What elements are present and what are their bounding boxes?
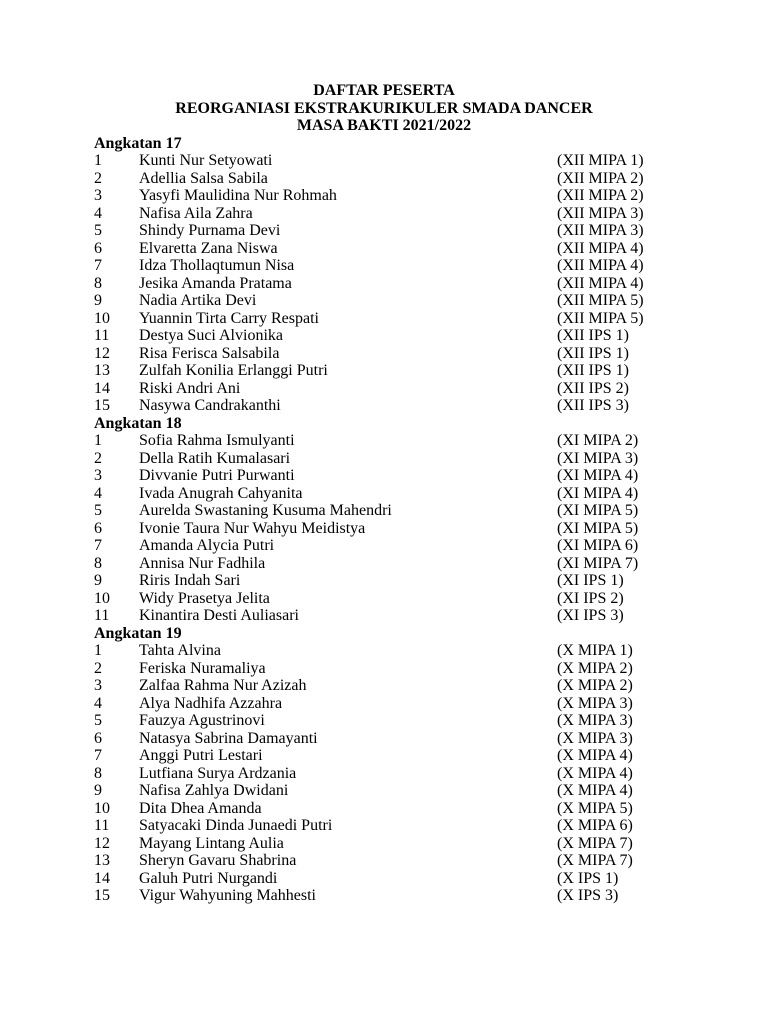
row-number: 5 xyxy=(94,502,102,519)
participant-class: (XII IPS 2) xyxy=(557,379,629,397)
participant-class: (XII IPS 1) xyxy=(557,344,629,362)
participant-name: Nadia Artika Devi xyxy=(139,292,257,309)
list-item xyxy=(0,782,768,800)
list-item xyxy=(0,327,768,345)
section-angkatan xyxy=(0,135,768,415)
title-line-1: DAFTAR PESERTA xyxy=(313,82,455,99)
participant-name: Amanda Alycia Putri xyxy=(139,537,275,554)
participant-name: Yasyfi Maulidina Nur Rohmah xyxy=(139,187,337,204)
list-item xyxy=(0,695,768,713)
list-item xyxy=(0,537,768,555)
participant-name: Satyacaki Dinda Junaedi Putri xyxy=(139,817,333,834)
participant-class: (XI MIPA 3) xyxy=(557,449,639,467)
row-number: 10 xyxy=(94,799,110,817)
participant-class: (X IPS 3) xyxy=(557,887,619,904)
row-number: 10 xyxy=(94,309,110,327)
list-item xyxy=(0,240,768,258)
participant-name: Riski Andri Ani xyxy=(139,379,241,397)
list-item xyxy=(0,450,768,468)
title-line-3: MASA BAKTI 2021/2022 xyxy=(296,117,472,134)
participant-name: Divvanie Putri Purwanti xyxy=(139,467,295,484)
participant-class: (XI MIPA 6) xyxy=(557,537,639,554)
participant-name: Nafisa Zahlya Dwidani xyxy=(139,782,289,799)
row-number: 3 xyxy=(94,187,102,204)
participant-name: Ivada Anugrah Cahyanita xyxy=(139,484,303,502)
row-number: 9 xyxy=(94,782,102,799)
row-number: 3 xyxy=(94,677,102,694)
participant-class: (XI MIPA 7) xyxy=(557,554,639,572)
participant-name: Galuh Putri Nurgandi xyxy=(139,869,278,887)
list-item xyxy=(0,660,768,678)
list-item xyxy=(0,257,768,275)
row-number: 6 xyxy=(94,519,102,537)
participant-class: (X MIPA 7) xyxy=(557,834,633,852)
list-item xyxy=(0,467,768,485)
participant-name: Della Ratih Kumalasari xyxy=(139,449,291,467)
row-number: 4 xyxy=(94,204,102,222)
participant-name: Adellia Salsa Sabila xyxy=(139,169,268,187)
row-number: 15 xyxy=(94,397,110,414)
participant-name: Elvaretta Zana Niswa xyxy=(139,239,278,257)
row-number: 13 xyxy=(94,362,110,379)
participant-name: Aurelda Swastaning Kusuma Mahendri xyxy=(139,502,392,519)
row-number: 6 xyxy=(94,239,102,257)
list-item xyxy=(0,310,768,328)
participant-name: Nasywa Candrakanthi xyxy=(139,397,281,414)
participant-class: (XII MIPA 2) xyxy=(557,169,644,187)
participant-class: (XII IPS 1) xyxy=(557,327,629,344)
participant-name: Fauzya Agustrinovi xyxy=(139,712,265,729)
list-item xyxy=(0,222,768,240)
participant-class: (XI MIPA 4) xyxy=(557,484,639,502)
list-item xyxy=(0,747,768,765)
row-number: 13 xyxy=(94,852,110,869)
participant-name: Dita Dhea Amanda xyxy=(139,799,262,817)
list-item xyxy=(0,835,768,853)
row-number: 5 xyxy=(94,222,102,239)
section-header: Angkatan 18 xyxy=(94,414,182,432)
row-number: 1 xyxy=(94,432,102,449)
row-number: 12 xyxy=(94,344,110,362)
list-item xyxy=(0,817,768,835)
list-item xyxy=(0,765,768,783)
participant-name: Zalfaa Rahma Nur Azizah xyxy=(139,677,307,694)
list-item xyxy=(0,397,768,415)
document-page xyxy=(0,82,768,905)
list-item xyxy=(0,870,768,888)
row-number: 14 xyxy=(94,869,110,887)
section-angkatan xyxy=(0,415,768,625)
row-number: 8 xyxy=(94,764,102,782)
participant-name: Ivonie Taura Nur Wahyu Meidistya xyxy=(139,519,366,537)
participant-name: Tahta Alvina xyxy=(139,642,221,659)
participant-class: (X MIPA 3) xyxy=(557,712,633,729)
participant-class: (XII IPS 1) xyxy=(557,362,629,379)
list-item xyxy=(0,152,768,170)
participant-name: Destya Suci Alvionika xyxy=(139,327,283,344)
document-title xyxy=(0,82,768,135)
participant-class: (X MIPA 4) xyxy=(557,747,633,764)
row-number: 12 xyxy=(94,834,110,852)
participant-name: Sheryn Gavaru Shabrina xyxy=(139,852,297,869)
participant-name: Widy Prasetya Jelita xyxy=(139,589,270,607)
participant-list xyxy=(0,135,768,905)
row-number: 9 xyxy=(94,292,102,309)
participant-class: (XII IPS 3) xyxy=(557,397,629,414)
participant-name: Mayang Lintang Aulia xyxy=(139,834,284,852)
participant-class: (XII MIPA 2) xyxy=(557,187,644,204)
list-item xyxy=(0,170,768,188)
list-item xyxy=(0,187,768,205)
participant-name: Riris Indah Sari xyxy=(139,572,241,589)
row-number: 2 xyxy=(94,659,102,677)
participant-name: Shindy Purnama Devi xyxy=(139,222,281,239)
list-item xyxy=(0,275,768,293)
list-item xyxy=(0,677,768,695)
list-item xyxy=(0,485,768,503)
participant-name: Nafisa Aila Zahra xyxy=(139,204,253,222)
participant-name: Alya Nadhifa Azzahra xyxy=(139,694,283,712)
participant-name: Anggi Putri Lestari xyxy=(139,747,263,764)
participant-class: (XII MIPA 4) xyxy=(557,239,644,257)
list-item xyxy=(0,502,768,520)
participant-class: (X MIPA 1) xyxy=(557,642,633,659)
participant-class: (XI MIPA 2) xyxy=(557,432,639,449)
row-number: 9 xyxy=(94,572,102,589)
participant-class: (X MIPA 7) xyxy=(557,852,633,869)
participant-class: (XII MIPA 1) xyxy=(557,152,644,169)
row-number: 4 xyxy=(94,694,102,712)
participant-class: (X MIPA 4) xyxy=(557,764,633,782)
row-number: 8 xyxy=(94,274,102,292)
row-number: 11 xyxy=(94,327,110,344)
row-number: 3 xyxy=(94,467,102,484)
participant-name: Annisa Nur Fadhila xyxy=(139,554,266,572)
participant-class: (XI IPS 1) xyxy=(557,572,624,589)
list-item xyxy=(0,590,768,608)
row-number: 7 xyxy=(94,537,102,554)
list-item xyxy=(0,607,768,625)
row-number: 2 xyxy=(94,449,102,467)
list-item xyxy=(0,800,768,818)
participant-class: (X IPS 1) xyxy=(557,869,619,887)
row-number: 4 xyxy=(94,484,102,502)
list-item xyxy=(0,205,768,223)
section-header: Angkatan 17 xyxy=(94,134,182,152)
participant-name: Jesika Amanda Pratama xyxy=(139,274,292,292)
participant-name: Risa Ferisca Salsabila xyxy=(139,344,280,362)
participant-name: Vigur Wahyuning Mahhesti xyxy=(139,887,316,904)
participant-class: (XII MIPA 3) xyxy=(557,222,644,239)
participant-class: (X MIPA 3) xyxy=(557,694,633,712)
row-number: 6 xyxy=(94,729,102,747)
participant-name: Natasya Sabrina Damayanti xyxy=(139,729,318,747)
list-item xyxy=(0,712,768,730)
row-number: 1 xyxy=(94,642,102,659)
row-number: 5 xyxy=(94,712,102,729)
row-number: 11 xyxy=(94,817,110,834)
participant-class: (X MIPA 3) xyxy=(557,729,633,747)
participant-class: (XII MIPA 5) xyxy=(557,292,644,309)
section-header: Angkatan 19 xyxy=(94,624,182,642)
row-number: 14 xyxy=(94,379,110,397)
row-number: 10 xyxy=(94,589,110,607)
list-item xyxy=(0,520,768,538)
participant-class: (XI IPS 3) xyxy=(557,607,624,624)
row-number: 7 xyxy=(94,257,102,274)
participant-class: (XII MIPA 5) xyxy=(557,309,644,327)
section-angkatan xyxy=(0,625,768,905)
row-number: 15 xyxy=(94,887,110,904)
participant-class: (XI MIPA 4) xyxy=(557,467,639,484)
participant-name: Kinantira Desti Auliasari xyxy=(139,607,299,624)
row-number: 8 xyxy=(94,554,102,572)
list-item xyxy=(0,730,768,748)
row-number: 1 xyxy=(94,152,102,169)
participant-class: (X MIPA 6) xyxy=(557,817,633,834)
row-number: 7 xyxy=(94,747,102,764)
list-item xyxy=(0,362,768,380)
participant-class: (XI MIPA 5) xyxy=(557,519,639,537)
participant-class: (XI IPS 2) xyxy=(557,589,624,607)
list-item xyxy=(0,432,768,450)
participant-name: Yuannin Tirta Carry Respati xyxy=(139,309,319,327)
list-item xyxy=(0,572,768,590)
list-item xyxy=(0,555,768,573)
row-number: 2 xyxy=(94,169,102,187)
participant-class: (XI MIPA 5) xyxy=(557,502,639,519)
list-item xyxy=(0,887,768,905)
row-number: 11 xyxy=(94,607,110,624)
participant-name: Sofia Rahma Ismulyanti xyxy=(139,432,295,449)
participant-name: Kunti Nur Setyowati xyxy=(139,152,273,169)
list-item xyxy=(0,345,768,363)
participant-name: Feriska Nuramaliya xyxy=(139,659,266,677)
list-item xyxy=(0,642,768,660)
participant-class: (X MIPA 5) xyxy=(557,799,633,817)
participant-name: Idza Thollaqtumun Nisa xyxy=(139,257,295,274)
list-item xyxy=(0,380,768,398)
participant-class: (X MIPA 2) xyxy=(557,677,633,694)
participant-name: Lutfiana Surya Ardzania xyxy=(139,764,297,782)
participant-class: (X MIPA 2) xyxy=(557,659,633,677)
participant-name: Zulfah Konilia Erlanggi Putri xyxy=(139,362,328,379)
list-item xyxy=(0,852,768,870)
list-item xyxy=(0,292,768,310)
title-line-2: REORGANIASI EKSTRAKURIKULER SMADA DANCER xyxy=(175,99,593,117)
participant-class: (X MIPA 4) xyxy=(557,782,633,799)
participant-class: (XII MIPA 3) xyxy=(557,204,644,222)
participant-class: (XII MIPA 4) xyxy=(557,274,644,292)
participant-class: (XII MIPA 4) xyxy=(557,257,644,274)
